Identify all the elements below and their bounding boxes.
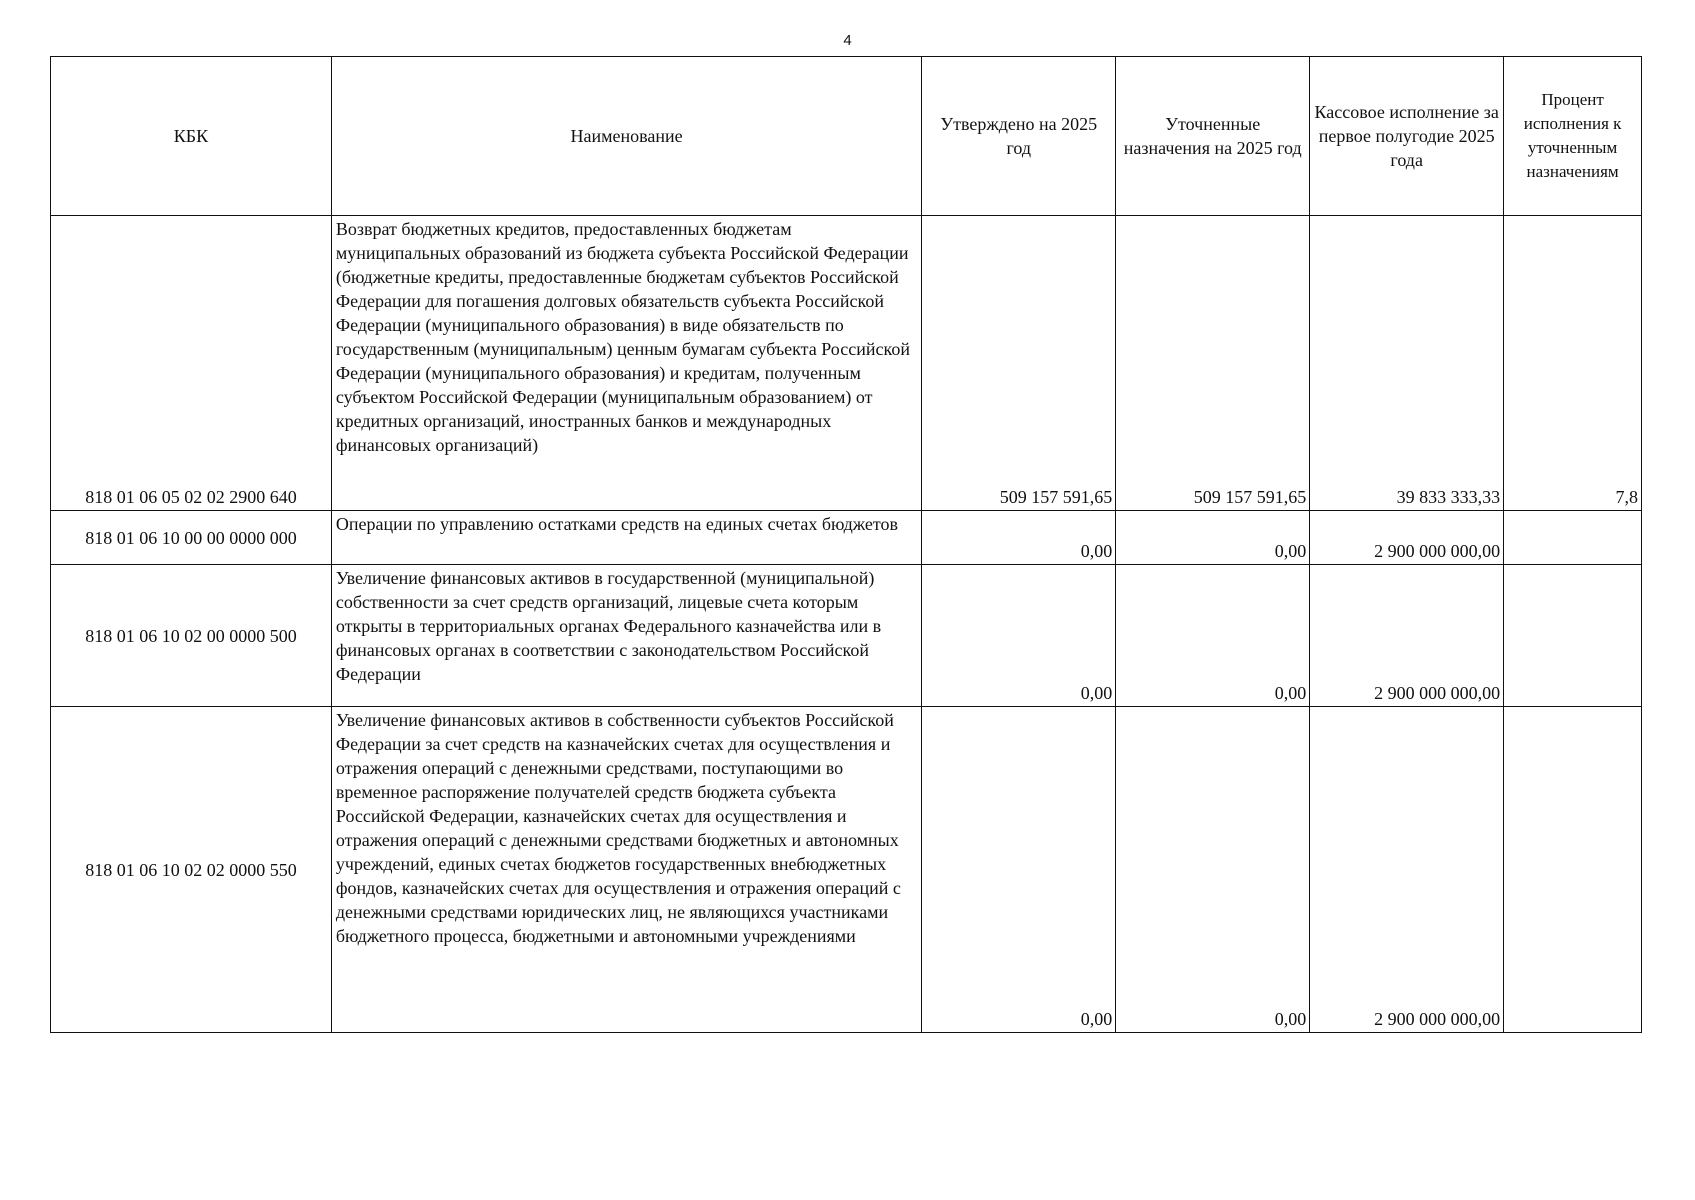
executed-cell: 39 833 333,33 xyxy=(1310,216,1504,511)
kbk-cell: 818 01 06 05 02 02 2900 640 xyxy=(51,216,332,511)
percent-cell: 7,8 xyxy=(1504,216,1642,511)
percent-cell xyxy=(1504,565,1642,707)
table-row xyxy=(51,216,1642,511)
executed-cell: 2 900 000 000,00 xyxy=(1310,565,1504,707)
executed-cell: 2 900 000 000,00 xyxy=(1310,707,1504,1033)
table-row xyxy=(51,511,1642,565)
header-kbk: КБК xyxy=(51,57,332,216)
name-cell: Увеличение финансовых активов в государственной (муниципальной) собственности за счет средств организаций, лицевые счета которым открыты в территориальных органах Федерального казначейства или в финансовых органах в соответствии с законодательством Российской Федерации xyxy=(331,565,921,707)
name-cell: Возврат бюджетных кредитов, предоставленных бюджетам муниципальных образований из бюджета субъекта Российской Федерации (бюджетные кредиты, предоставленные бюджетам субъектов Российской Федерации для погашения долговых обязательств субъекта Российской Федерации (муниципального образования) в виде обязательств по государственным (муниципальным) ценным бумагам субъекта Российской Федерации (муниципального образования) и кредитам, полученным субъектом Российской Федерации (муниципальным образованием) от кредитных организаций, иностранных банков и международных финансовых организаций) xyxy=(331,216,921,511)
approved-cell: 0,00 xyxy=(922,565,1116,707)
header-approved: Утверждено на 2025 год xyxy=(922,57,1116,216)
name-cell: Операции по управлению остатками средств на единых счетах бюджетов xyxy=(331,511,921,565)
kbk-cell: 818 01 06 10 00 00 0000 000 xyxy=(51,511,332,565)
header-percent: Процент исполнения к уточненным назначениям xyxy=(1504,57,1642,216)
revised-cell: 0,00 xyxy=(1116,707,1310,1033)
percent-cell xyxy=(1504,511,1642,565)
header-revised: Уточненные назначения на 2025 год xyxy=(1116,57,1310,216)
executed-cell: 2 900 000 000,00 xyxy=(1310,511,1504,565)
page-number: 4 xyxy=(843,32,852,49)
header-executed: Кассовое исполнение за первое полугодие 2025 года xyxy=(1310,57,1504,216)
approved-cell: 0,00 xyxy=(922,511,1116,565)
revised-cell: 0,00 xyxy=(1116,565,1310,707)
table-row xyxy=(51,707,1642,1033)
table-header-row xyxy=(51,57,1642,216)
name-cell: Увеличение финансовых активов в собственности субъектов Российской Федерации за счет средств на казначейских счетах для осуществления и отражения операций с денежными средствами, поступающими во временное распоряжение получателей средств бюджета субъекта Российской Федерации, казначейских счетах для осуществления и отражения операций с денежными средствами бюджетных и автономных учреждений, единых счетах бюджетов государственных внебюджетных фондов, казначейских счетах для осуществления и отражения операций с денежными средствами юридических лиц, не являющихся участниками бюджетного процесса, бюджетными и автономными учреждениями xyxy=(331,707,921,1033)
approved-cell: 509 157 591,65 xyxy=(922,216,1116,511)
budget-sources-table xyxy=(50,56,1642,1033)
revised-cell: 509 157 591,65 xyxy=(1116,216,1310,511)
approved-cell: 0,00 xyxy=(922,707,1116,1033)
table-row xyxy=(51,565,1642,707)
kbk-cell: 818 01 06 10 02 02 0000 550 xyxy=(51,707,332,1033)
kbk-cell: 818 01 06 10 02 00 0000 500 xyxy=(51,565,332,707)
percent-cell xyxy=(1504,707,1642,1033)
header-name: Наименование xyxy=(331,57,921,216)
revised-cell: 0,00 xyxy=(1116,511,1310,565)
